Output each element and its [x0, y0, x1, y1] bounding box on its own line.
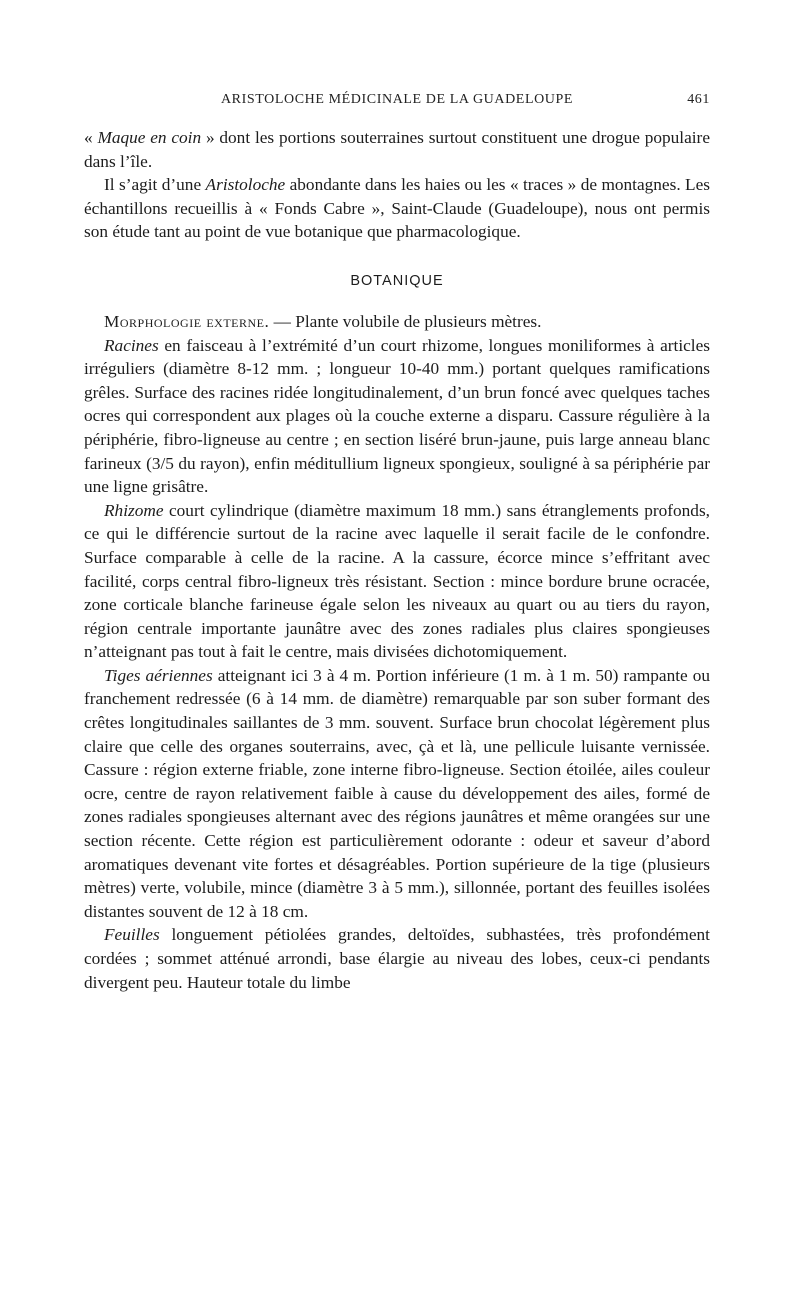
intro-text-2: abondante dans les haies ou les « traces » de montagnes. Les échantillons recueillis à « Fonds Cabre », Saint-Claude (Guadeloupe), nous ont permis son étude tant au point de vue botanique que pharmacologique. [84, 175, 711, 242]
intro-paragraph-1 [84, 126, 710, 173]
tiges-paragraph [84, 664, 710, 924]
quote-open: « [84, 128, 98, 147]
rhizome-term: Rhizome [104, 500, 164, 520]
feuilles-term: Feuilles [104, 925, 160, 945]
feuilles-text: longuement pétiolées grandes, deltoïdes, subhastées, très profondément cordées ; sommet atténué arrondi, base élargie au niveau des lobes, ceux-ci pendants divergent peu. Hauteur totale du limbe [84, 925, 710, 992]
body-text [84, 126, 710, 994]
tiges-text: atteignant ici 3 à 4 m. Portion inférieure (1 m. à 1 m. 50) rampante ou franchement redressée (6 à 14 mm. de diamètre) remarquable par son suber formant des crêtes longitudinales saillantes de 3 mm. souvent. Surface brun chocolat légèrement plus claire que celle des organes souterrains, avec, çà et là, une pellicule luisante vernissée. Cassure : région externe friable, zone interne fibro-ligneuse. Section étoilée, ailes couleur ocre, centre de rayon relativement faible à cause du développement des ailes, formé de zones radiales spongieuses alternant avec des régions jaunâtres et même orangées sur une section récente. Cette région est particulièrement odorante : odeur et saveur d’abord aromatiques devenant vite fortes et désagréables. Portion supérieure de la tige (plusieurs mètres) verte, volubile, mince (diamètre 3 à 5 mm.), sillonnée, portant des feuilles isolées distantes souvent de 12 à 18 cm. [84, 665, 711, 921]
feuilles-paragraph [84, 923, 710, 994]
quote-close: » [201, 128, 215, 147]
morphologie-paragraph [84, 310, 710, 334]
racines-term: Racines [104, 335, 159, 355]
racines-paragraph [84, 334, 710, 499]
running-title: ARISTOLOCHE MÉDICINALE DE LA GUADELOUPE [220, 92, 574, 107]
rhizome-text: court cylindrique (diamètre maximum 18 mm.) sans étranglements profonds, ce qui le différencie surtout de la racine avec laquelle il serait facile de le confondre. Surface comparable à celle de la racine. A la cassure, écorce mince s’effritant avec facilité, corps central fibro-ligneux très résistant. Section : mince bordure brune ocracée, zone corticale blanche farineuse égale selon les niveaux au quart ou au tiers du rayon, région centrale importante jaunâtre avec des zones radiales plus claires spongieuses n’atteignant pas tout à fait le centre, mais divisées dichotomiquement. [84, 500, 710, 662]
morphologie-label: Morphologie externe. [104, 311, 270, 331]
section-title: BOTANIQUE [350, 272, 444, 289]
intro-paragraph-2 [84, 173, 710, 244]
racines-text: en faisceau à l’extrémité d’un court rhizome, longues moniliformes à articles irréguliers (diamètre 8-12 mm. ; longueur 10-40 mm.) portant quelques ramifications grêles. Surface des racines ridée longitudinalement, d’un brun foncé avec quelques taches ocres qui correspondent aux plages où la couche externe a disparu. Cassure régulière à la périphérie, fibro-ligneuse au centre ; en section liséré brun-jaune, puis large anneau blanc farineux (3/5 du rayon), enfin méditullium ligneux spongieux, souligné à sa périphérie par une ligne grisâtre. [84, 335, 710, 497]
page-number: 461 [687, 92, 710, 107]
running-header [84, 92, 710, 114]
vernacular-name: Maque en coin [97, 128, 202, 147]
genus-name: Aristoloche [205, 175, 286, 195]
intro-lead-2: Il s’agit d’une [104, 175, 206, 195]
intro-text-1: dont les portions souterraines surtout constituent une drogue populaire dans l’île. [84, 128, 710, 171]
tiges-term: Tiges aériennes [104, 665, 213, 685]
morphologie-text: — Plante volubile de plusieurs mètres. [269, 311, 542, 331]
rhizome-paragraph [84, 499, 710, 664]
